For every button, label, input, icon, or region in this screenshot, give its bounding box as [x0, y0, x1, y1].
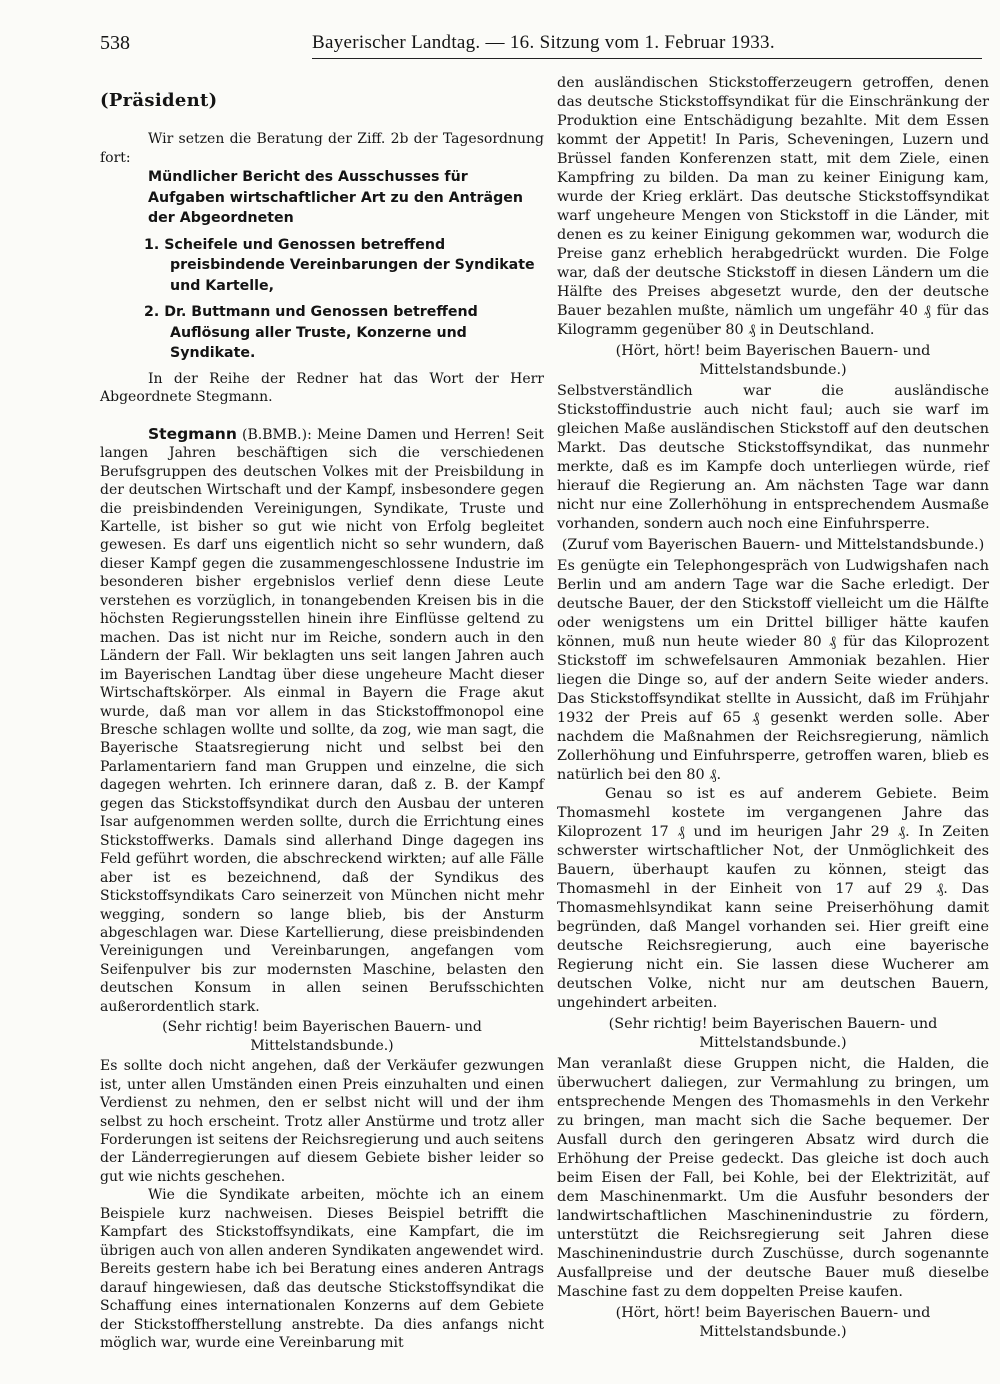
left-column [100, 78, 544, 1352]
agenda-intro: Wir setzen die Beratung der Ziff. 2b der Tagesordnung fort: [100, 131, 544, 166]
next-speaker-note: In der Reihe der Redner hat das Wort der Herr Abgeordnete Stegmann. [100, 370, 544, 406]
page-header [100, 26, 980, 60]
speech-paragraph-2: Es sollte doch nicht angehen, daß der Verkäufer gezwungen ist, unter allen Umständen einen Preis einzuhalten und einen Verdienst zu nehmen, den er selbst nicht will und der ihm selbst zu hoch erscheint. Trotz aller Anstürme und trotz aller Forderungen ist seitens der Reichsregierung und auch seitens der Länderregierungen auf diesem Gebiete bisher leider so gut wie nichts geschehen. [100, 1058, 544, 1185]
interjection: (Sehr richtig! beim Bayerischen Bauern- und Mittelstandsbunde.) [162, 1019, 482, 1054]
report-item-1: 1. Scheifele und Genossen betreffend preisbindende Vereinbarungen der Syndikate und Kartelle, [144, 236, 535, 294]
speech-paragraph-8: Man veranlaßt diese Gruppen nicht, die Halden, die überwuchert daliegen, zur Vermahlung zu bringen, um entsprechende Mengen des Thomasmehls in den Verkehr zu bringen, man macht sich die Sache bequemer. Der Ausfall durch den geringeren Absatz wird durch die Erhöhung der Preise gedeckt. Das gleiche ist doch auch beim Eisen der Fall, bei Kohle, bei der Elektrizität, auf dem Maschinenmarkt. Um die Ausfuhr besonders der landwirtschaftlichen Maschinenindustrie zu fördern, unterstützt die Reichsregierung seit Jahren diese Maschinenindustrie durch Zuschüsse, durch sogenannte Ausfallpreise und der deutsche Bauer muß dieselbe Maschine fast zu dem doppelten Preise kaufen. [557, 1056, 989, 1300]
speech-paragraph-7: Genau so ist es auf anderem Gebiete. Beim Thomasmehl kostete im vergangenen Jahre das Kiloprozent 17 ₰ und im heurigen Jahr 29 ₰. In Zeiten schwerster wirtschaftlicher Not, der Unmöglichkeit des Bauern, überhaupt kaufen zu können, steigt das Thomasmehl in der Einheit von 17 auf 29 ₰. Das Thomasmehlsyndikat kann seine Preiserhöhung damit begründen, daß Mangel vorhanden sei. Hier greift eine deutsche Reichsregierung, auch eine bayerische Regierung nicht ein. Sie lassen diese Wucherer am deutschen Volke, nicht nur am deutschen Bauern, ungehindert arbeiten. [557, 786, 989, 1011]
speaker-role-heading: (Präsident) [100, 90, 218, 111]
speech-paragraph-3: Wie die Syndikate arbeiten, möchte ich an einem Beispiele kurz nachweisen. Dieses Beispiel betrifft die Kampfart des Stickstoffsyndikats, eine Kampfart, die im übrigen auch von allen anderen Syndikaten angewendet wird. Bereits gestern habe ich bei Beratung eines anderen Antrags darauf hingewiesen, daß das deutsche Stickstoffsyndikat die Schaffung eines internationalen Konzerns auf dem Gebiete der Stickstoffherstellung anstrebte. Da dies anfangs nicht möglich war, wurde eine Vereinbarung mit [100, 1187, 544, 1351]
interjection: (Hört, hört! beim Bayerischen Bauern- und Mittelstandsbunde.) [615, 1305, 931, 1340]
running-title: Bayerischer Landtag. — 16. Sitzung vom 1. Februar 1933. [312, 32, 775, 53]
speech-text-1: Meine Damen und Herren! Seit langen Jahren beschäftigen sich die verschiedenen Berufsgruppen des deutschen Volkes mit der Preisbildung in der deutschen Wirtschaft und der Kampf, insbesondere gegen die preisbindenden Vereinigungen, Syndikate, Truste und Kartelle, ist bisher so gut wie nicht von Erfolg begleitet gewesen. Es darf uns eigentlich nicht so sehr wundern, daß dieser Kampf gegen die zusammengeschlossene Industrie im besonderen bisher ergebnislos verlief denn diese Leute verstehen es vorzüglich, in tonangebenden Kreisen bis in die höchsten Regierungsstellen hinein ihre Einflüsse geltend zu machen. Das ist nicht nur im Reiche, sondern auch in den Ländern der Fall. Wir beklagten uns seit langen Jahren auch im Bayerischen Landtag über diese ungeheure Macht dieser Wirtschaftskörper. Als einmal in Bayern die Frage akut wurde, daß man vor allem in das Stickstoffmonopol eine Bresche schlagen wollte und sollte, da zog, wie man sagt, die Bayerische Staatsregierung nicht und selbst bei den Parlamentariern fand man Gruppen und einzelne, die sich dagegen wehrten. Ich erinnere daran, daß z. B. der Kampf gegen das Stickstoffsyndikat durch den Ausbau der unteren Isar aufgenommen werden sollte, durch die Errichtung eines Stickstoffwerks. Damals sind allerhand Dinge dagegen ins Feld geführt worden, die abschreckend wirkten; auf alle Fälle aber ist es bezeichnend, daß der Syndikus des Stickstoffsyndikats Caro seinerzeit von München nicht mehr wegging, sondern so lange blieb, bis der Ansturm abgeschlagen war. Diese Kartellierung, diese preisbindenden Vereinigungen und Vereinbarungen, angefangen vom Seifenpulver bis zur modernsten Maschine, belasten den deutschen Konsum in allen seinen Berufsschichten außerordentlich stark. [100, 426, 544, 1015]
speech-paragraph-5: Selbstverständlich war die ausländische Stickstoffindustrie auch nicht faul; auch sie warf im gleichen Maße ausländischen Stickstoff auf den deutschen Markt. Das deutsche Stickstoffsyndikat, das nunmehr merkte, daß es im Kampfe doch unterliegen würde, rief hierauf die Regierung an. Am nächsten Tage war dann nicht nur eine Zollerhöhung in entsprechendem Ausmaße vorhanden, sondern auch noch eine Einfuhrsperre. [557, 383, 989, 532]
interjection: (Hört, hört! beim Bayerischen Bauern- und Mittelstandsbunde.) [615, 343, 931, 378]
header-rule [312, 58, 982, 59]
interjection: (Zuruf vom Bayerischen Bauern- und Mittelstandsbunde.) [561, 537, 985, 553]
right-column [557, 74, 989, 1344]
report-title: Mündlicher Bericht des Ausschusses für Aufgaben wirtschaftlicher Art zu den Anträgen der Abgeordneten [148, 169, 523, 227]
report-item-2: 2. Dr. Buttmann und Genossen betreffend Auflösung aller Truste, Konzerne und Syndikate. [144, 304, 478, 362]
page-number: 538 [100, 32, 130, 54]
interjection: (Sehr richtig! beim Bayerischen Bauern- und Mittelstandsbunde.) [608, 1016, 938, 1051]
speaker-party: (B.BMB.): [236, 426, 317, 443]
speech-paragraph-4: den ausländischen Stickstofferzeugern getroffen, denen das deutsche Stickstoffsyndikat für die Einschränkung der Produktion eine Entschädigung bezahlte. Mit dem Essen kommt der Appetit! In Paris, Scheveningen, Luzern und Brüssel fanden Konferenzen statt, mit dem Ziele, einen Kampfring zu bilden. Da man zu keiner Einigung kam, wurde der Krieg erklärt. Das deutsche Stickstoffsyndikat warf ungeheure Mengen von Stickstoff in die Länder, mit denen es zu keiner Einigung gekommen war, wodurch die Preise ganz erheblich herabgedrückt wurden. Die Folge war, daß der deutsche Stickstoff in diesen Ländern um die Hälfte des Preises abgesetzt wurde, den der deutsche Bauer bezahlen mußte, nämlich um ungefähr 40 ₰ für das Kilogramm gegenüber 80 ₰ in Deutschland. [557, 75, 989, 338]
speech-paragraph-1 [100, 425, 544, 1017]
speech-paragraph-6: Es genügte ein Telephongespräch von Ludwigshafen nach Berlin und am andern Tage war die Sache erledigt. Der deutsche Bauer, der den Stickstoff vielleicht um die Hälfte oder wenigstens um ein Drittel billiger hätte kaufen können, muß nun heute wieder 80 ₰ für das Kiloprozent Stickstoff im schwefelsauren Ammoniak bezahlen. Hier liegen die Dinge so, auf der andern Seite wieder anders. Das Stickstoffsyndikat stellte in Aussicht, daß im Frühjahr 1932 der Preis auf 65 ₰ gesenkt werden solle. Aber nachdem die Maßnahmen der Reichsregierung, nämlich Zollerhöhung und Einfuhrsperre, getroffen waren, blieb es natürlich bei den 80 ₰. [557, 558, 989, 783]
speaker-name: Stegmann [148, 424, 237, 443]
